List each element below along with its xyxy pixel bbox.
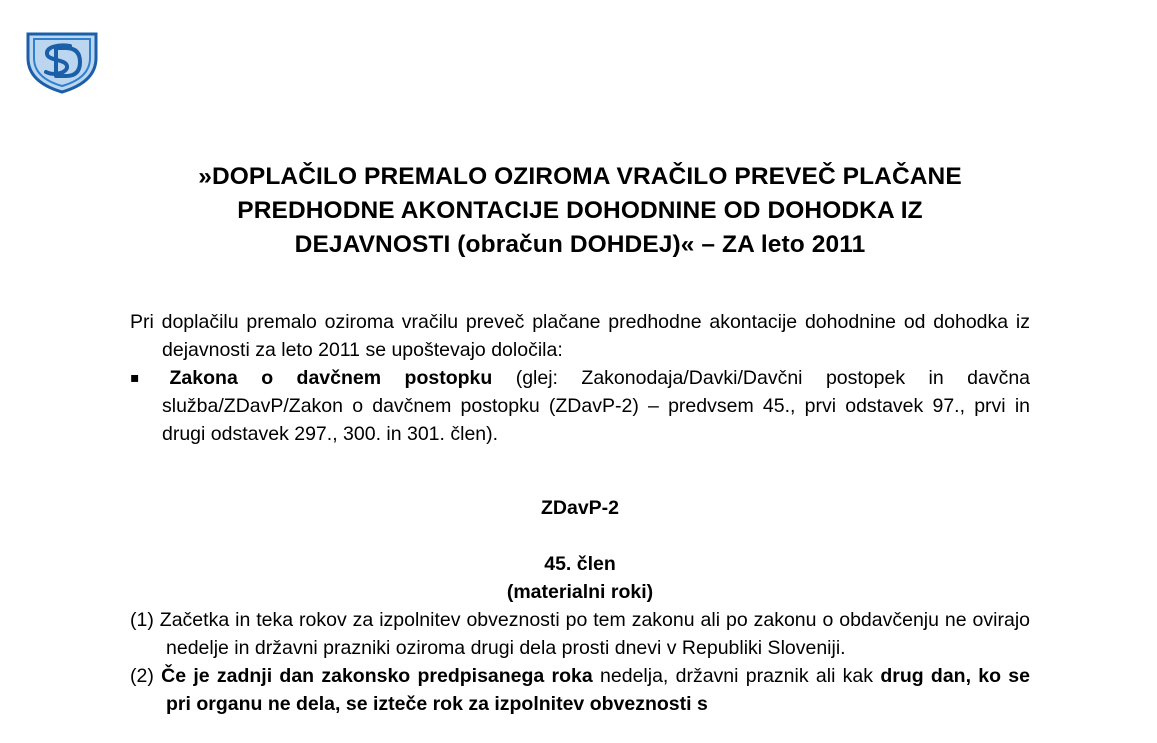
- intro-paragraph: Pri doplačilu premalo oziroma vračilu preveč plačane predhodne akontacije dohodnine od dohodka iz dejavnosti za leto 2011 se upoštevajo določila:: [130, 311, 1030, 361]
- spacer: [130, 448, 1030, 494]
- bullet-rest: (glej: Zakonodaja/Davki/Davčni postopek in davčna služba/ZDavP/Zakon o davčnem postopku (ZDavP-2) – predvsem 45., prvi odstavek 97., prvi in drugi odstavek 297., 300. in 301. člen).: [162, 367, 1031, 445]
- law-paragraph-2-bold-tail: drug dan, ko se pri organu ne dela, se izteče rok za izpolnitev obveznosti s: [166, 665, 1031, 715]
- law-paragraph-2: [130, 662, 1030, 718]
- bullet-bold-lead: Zakona o davčnem postopku: [169, 367, 493, 389]
- title-line-3: DEJAVNOSTI (obračun DOHDEJ)« – ZA leto 2011: [294, 231, 866, 258]
- title-line-1: »DOPLAČILO PREMALO OZIROMA VRAČILO PREVEČ PLAČANE: [198, 163, 962, 190]
- law-article-subtitle: (materialni roki): [506, 581, 654, 603]
- law-paragraph-2-number: (2): [130, 665, 154, 687]
- bullet-icon: ▪: [130, 370, 158, 386]
- law-article-number: 45. člen: [544, 553, 616, 575]
- law-paragraph-1-number: (1): [130, 609, 154, 631]
- bullet-item-zdavp: [130, 364, 1030, 448]
- law-act-name: ZDavP-2: [540, 497, 620, 519]
- spacer: [130, 522, 1030, 550]
- law-paragraph-1-text: Začetka in teka rokov za izpolnitev obveznosti po tem zakonu ali po zakonu o obdavčenju ne ovirajo nedelje in državni prazniki oziroma drugi dela prosti dnevi v Republiki Sloveniji.: [159, 609, 1030, 659]
- durs-logo: [18, 24, 106, 96]
- law-paragraph-1: [130, 606, 1030, 662]
- law-excerpt: [130, 494, 1030, 718]
- law-paragraph-2-bold-lead: Če je zadnji dan zakonsko predpisanega roka: [161, 665, 593, 687]
- title-line-2: PREDHODNE AKONTACIJE DOHODNINE OD DOHODKA IZ: [237, 197, 923, 224]
- slide-body: [130, 308, 1030, 718]
- slide-title: [120, 160, 1040, 262]
- law-paragraph-2-mid: nedelja, državni praznik ali kak: [592, 665, 881, 687]
